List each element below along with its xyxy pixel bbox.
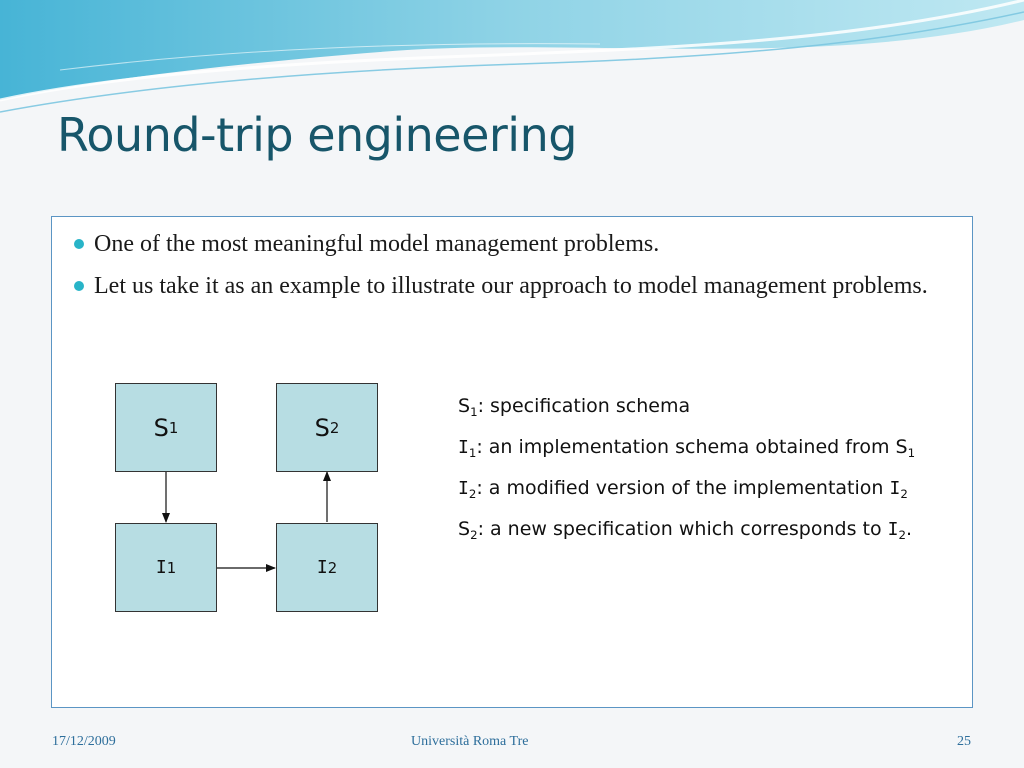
legend-tail: . (905, 518, 913, 540)
legend-tail-subscript: 1 (907, 446, 916, 461)
legend-line-i1 (458, 434, 958, 461)
legend-text: : an implementation schema obtained from S (476, 436, 908, 458)
legend-symbol: I (458, 478, 469, 499)
legend-tail-subscript: 2 (900, 487, 908, 502)
legend-tail-symbol: I (889, 478, 901, 499)
legend-line-s2 (458, 516, 958, 543)
legend-text: : a modified version of the implementation (476, 477, 890, 499)
node-i1: I 1 (115, 523, 217, 612)
node-s2: S 2 (276, 383, 378, 472)
legend-subscript: 2 (468, 487, 477, 502)
node-s1: S 1 (115, 383, 217, 472)
node-letter: S (314, 413, 330, 442)
legend-symbol: S (458, 395, 471, 417)
node-letter: S (153, 413, 169, 442)
legend-tail-symbol: I (887, 519, 899, 540)
legend-text: : a new specification which corresponds to (477, 518, 888, 540)
legend-text: : specification schema (477, 395, 691, 417)
legend-tail-subscript: 2 (898, 528, 906, 543)
node-letter: I (155, 557, 167, 578)
legend-subscript: 1 (470, 405, 478, 420)
footer-center: Università Roma Tre (411, 734, 529, 749)
diagram-legend (458, 393, 958, 557)
legend-line-s1 (458, 393, 958, 420)
content-box (51, 216, 973, 708)
legend-subscript: 1 (468, 446, 477, 461)
node-letter: I (316, 557, 328, 578)
legend-symbol: S (458, 518, 471, 540)
bullet-text: One of the most meaningful model management problems. (94, 231, 660, 257)
node-i2: I 2 (276, 523, 378, 612)
legend-subscript: 2 (470, 528, 478, 543)
legend-line-i2 (458, 475, 958, 502)
bullet-text: Let us take it as an example to illustrate our approach to model management problems. (94, 273, 928, 299)
slide-title: Round-trip engineering (57, 108, 577, 162)
legend-symbol: I (458, 437, 469, 458)
footer-date: 17/12/2009 (52, 734, 116, 749)
footer-page-number: 25 (957, 734, 971, 749)
header-wave-decoration (0, 0, 1024, 120)
